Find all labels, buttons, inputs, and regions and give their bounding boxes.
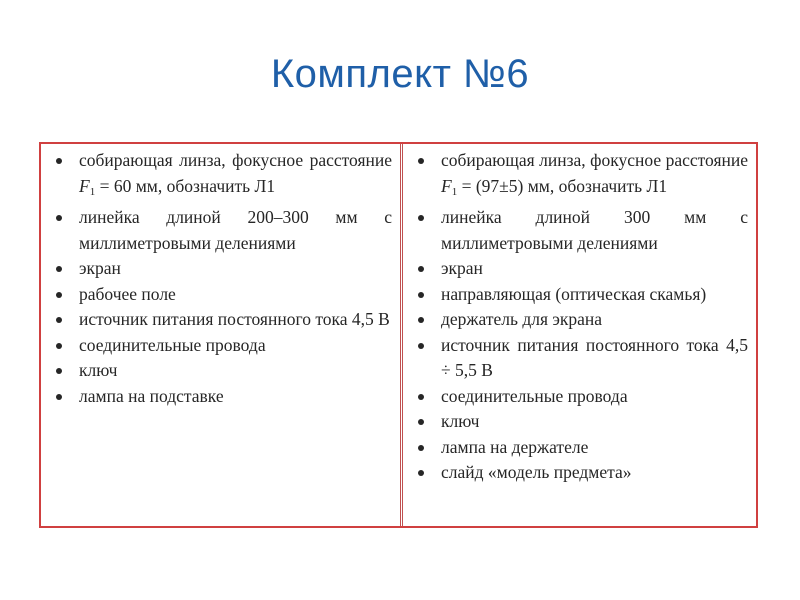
list-item: лампа на держателе: [409, 435, 748, 461]
list-item: лампа на подставке: [47, 384, 392, 410]
list-item: источник питания постоянного тока 4,5 ÷ 5,5 В: [409, 333, 748, 384]
list-item: направляющая (оптическая скамья): [409, 282, 748, 308]
list-item: соединительные провода: [409, 384, 748, 410]
list-item: держатель для экрана: [409, 307, 748, 333]
list-item: собирающая линза, фокусное расстояние $F_1 = (97\pm 5)$ мм, обозначить Л1: [409, 148, 748, 205]
list-item: линейка длиной 200–300 мм с миллиметровыми делениями: [47, 205, 392, 256]
list-item: рабочее поле: [47, 282, 392, 308]
list-item: ключ: [47, 358, 392, 384]
left-equipment-list: [47, 148, 392, 409]
list-item: слайд «модель предмета»: [409, 460, 748, 486]
list-item: соединительные провода: [47, 333, 392, 359]
right-column: [402, 144, 756, 526]
list-item: источник питания постоянного тока 4,5 В: [47, 307, 392, 333]
list-item: собирающая линза, фокусное расстояние $F_1 = 60$ мм, обозначить Л1: [47, 148, 392, 205]
list-item: экран: [47, 256, 392, 282]
equipment-comparison-table: [39, 142, 758, 528]
right-equipment-list: [409, 148, 748, 486]
list-item: линейка длиной 300 мм с миллиметровыми делениями: [409, 205, 748, 256]
left-column: [41, 144, 401, 526]
slide-title: Комплект №6: [270, 52, 530, 96]
list-item: ключ: [409, 409, 748, 435]
list-item: экран: [409, 256, 748, 282]
